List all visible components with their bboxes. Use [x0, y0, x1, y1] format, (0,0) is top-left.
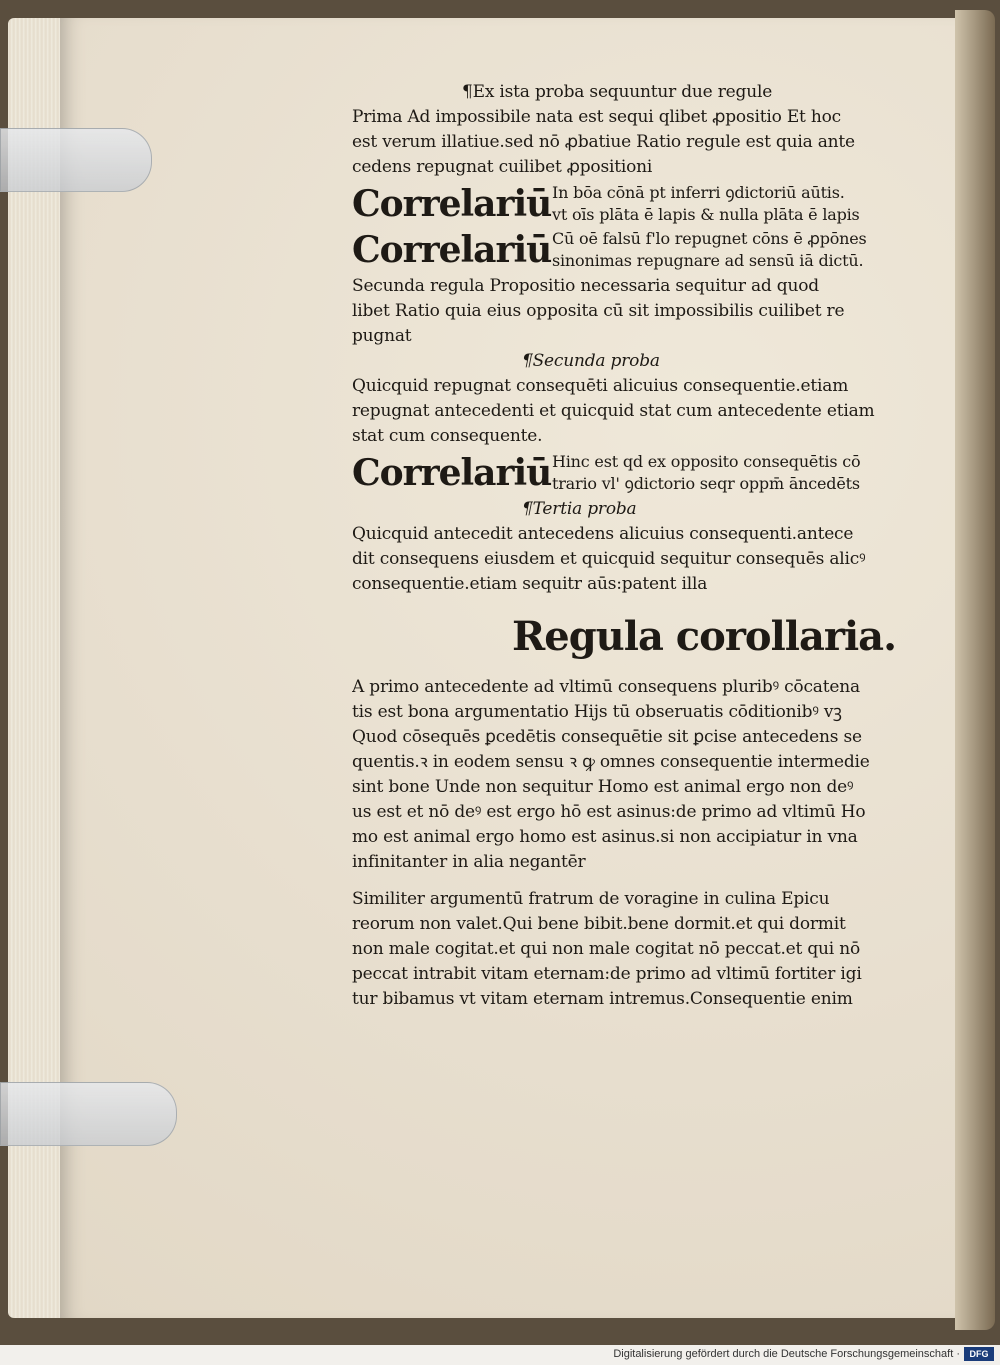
text-line: consequentie.etiam sequitr aūs:patent illa: [352, 574, 708, 594]
footer-bar: [0, 1345, 1000, 1365]
text-line: non male cogitat.et qui non male cogitat nō peccat.et qui nō: [352, 939, 861, 959]
page-gutter: [955, 10, 995, 1330]
text-line: Quicquid antecedit antecedens alicuius consequenti.antece: [352, 524, 854, 544]
heading-ex-ista: ¶Ex ista proba sequuntur due regule: [462, 82, 773, 102]
text-line: stat cum consequente.: [352, 426, 543, 446]
correlarium-line: In bōa cōnā pt inferri ꝯdictoriū aūtis.: [552, 183, 845, 202]
correlarium-label: Correlariū: [352, 452, 552, 494]
text-line: reorum non valet.Qui bene bibit.bene dormit.et qui dormit: [352, 914, 846, 934]
regula-corollaria-title: Regula corollaria.: [512, 613, 896, 660]
text-line: A primo antecedente ad vltimū consequens pluribꝰ cōcatena: [352, 677, 860, 697]
text-line: repugnat antecedenti et quicquid stat cum antecedente etiam: [352, 401, 875, 421]
correlarium-2: [352, 228, 932, 272]
text-line: est verum illatiue.sed nō ꝓbatiue Ratio regule est quia ante: [352, 132, 855, 152]
correlarium-3: [352, 451, 932, 495]
text-line: Quicquid repugnat consequēti alicuius consequentie.etiam: [352, 376, 849, 396]
correlarium-line: Cū oē falsū f'lo repugnet cōns ē ꝓpōnes: [552, 229, 867, 248]
text-line: us est et nō deꝰ est ergo hō est asinus:de primo ad vltimū Ho: [352, 802, 866, 822]
text-line: mo est animal ergo homo est asinus.si non accipiatur in vna: [352, 827, 858, 847]
text-line: Similiter argumentū fratrum de voragine in culina Epicu: [352, 889, 830, 909]
text-line: tis est bona argumentatio Hijs tū obseruatis cōditionibꝰ vꝫ: [352, 702, 842, 722]
correlarium-line: sinonimas repugnare ad sensū iā dictū.: [552, 251, 864, 270]
glass-clip-bottom: [0, 1082, 177, 1146]
correlarium-label: Correlariū: [352, 229, 552, 271]
correlarium-line: vt oīs plāta ē lapis & nulla plāta ē lapis: [552, 205, 860, 224]
text-line: pugnat: [352, 326, 412, 346]
text-line: Prima Ad impossibile nata est sequi qlibet ꝓpositio Et hoc: [352, 107, 841, 127]
text-line: tur bibamus vt vitam eternam intremus.Consequentie enim: [352, 989, 853, 1009]
glass-clip-top: [0, 128, 152, 192]
text-line: Secunda regula Propositio necessaria sequitur ad quod: [352, 276, 819, 296]
text-line: quentis.ꝛ in eodem sensu ꝛ ꝙ omnes consequentie intermedie: [352, 752, 870, 772]
heading-secunda-proba: ¶Secunda proba: [522, 351, 660, 371]
heading-tertia-proba: ¶Tertia proba: [522, 499, 637, 519]
correlarium-line: Hinc est qd ex opposito consequētis cō: [552, 452, 861, 471]
dfg-logo-icon: DFG: [964, 1347, 994, 1361]
correlarium-1: [352, 182, 932, 226]
correlarium-label: Correlariū: [352, 183, 552, 225]
text-line: infinitanter in alia negantēr: [352, 852, 586, 872]
text-line: cedens repugnat cuilibet ꝓpositioni: [352, 157, 653, 177]
correlarium-line: trario vl' ꝯdictorio seqr oppm̄ āncedēts: [552, 474, 860, 493]
text-line: libet Ratio quia eius opposita cū sit impossibilis cuilibet re: [352, 301, 845, 321]
text-line: sint bone Unde non sequitur Homo est animal ergo non deꝰ: [352, 777, 854, 797]
text-line: Quod cōsequēs ꝑcedētis consequētie sit ꝑcise antecedens se: [352, 727, 862, 747]
text-line: peccat intrabit vitam eternam:de primo ad vltimū fortiter igi: [352, 964, 862, 984]
text-line: dit consequens eiusdem et quicquid sequitur consequēs alicꝰ: [352, 549, 866, 569]
printed-text-block: [352, 80, 932, 1012]
funding-notice: Digitalisierung gefördert durch die Deutsche Forschungsgemeinschaft ·: [613, 1348, 960, 1360]
